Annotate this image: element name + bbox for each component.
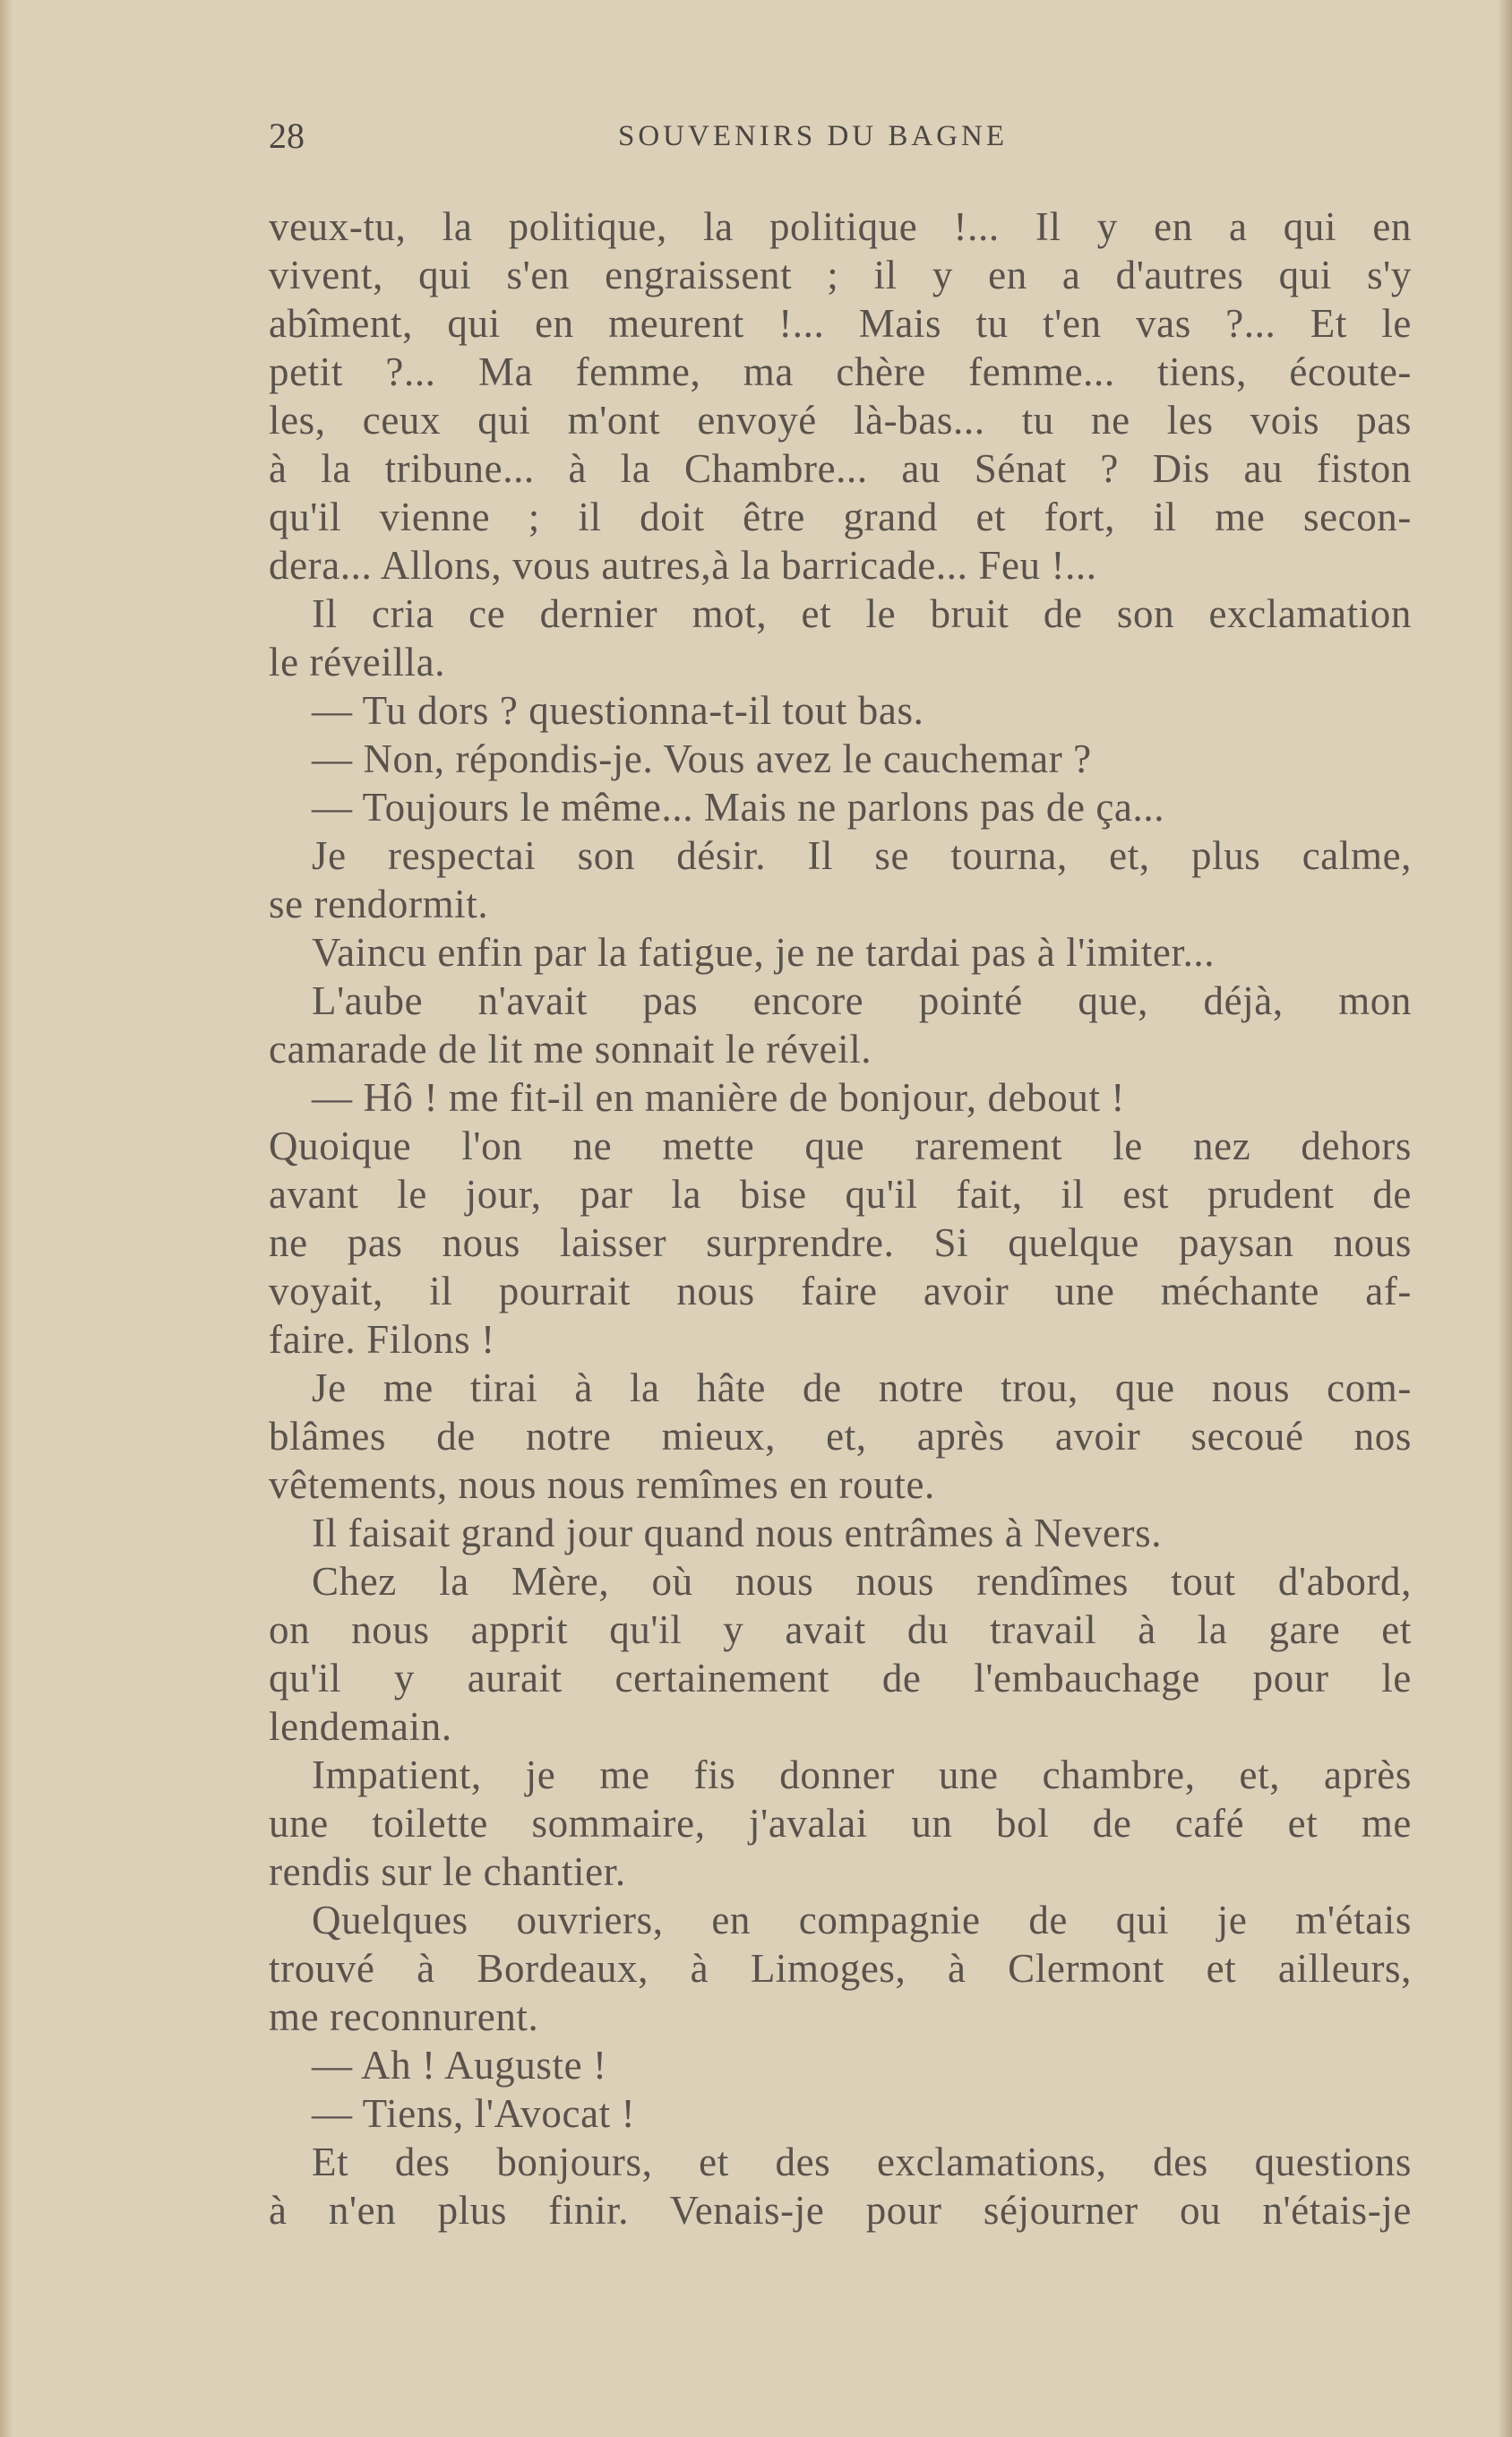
page-number: 28 (269, 116, 305, 156)
text-line: qu'il y aurait certainement de l'embauchage pour le (269, 1656, 1412, 1701)
text-line: petit ?... Ma femme, ma chère femme... tiens, écoute- (269, 349, 1412, 394)
text-line: Je me tirai à la hâte de notre trou, que nous com- (312, 1365, 1412, 1410)
text-line: le réveilla. (269, 640, 446, 685)
text-line: se rendormit. (269, 882, 489, 926)
text-line: qu'il vienne ; il doit être grand et fort, il me secon- (269, 495, 1412, 539)
text-line: — Ah ! Auguste ! (312, 2043, 607, 2088)
text-line: lendemain. (269, 1704, 452, 1749)
text-line: Vaincu enfin par la fatigue, je ne tardai pas à l'imiter... (312, 930, 1216, 975)
text-line: voyait, il pourrait nous faire avoir une méchante af- (269, 1269, 1412, 1313)
text-line: Quelques ouvriers, en compagnie de qui je m'étais (312, 1898, 1412, 1942)
body-text (269, 202, 1412, 2235)
text-line: vêtements, nous nous remîmes en route. (269, 1462, 935, 1507)
text-line: rendis sur le chantier. (269, 1849, 626, 1894)
text-line: faire. Filons ! (269, 1317, 495, 1362)
text-line: à n'en plus finir. Venais-je pour séjourner ou n'étais-je (269, 2188, 1412, 2233)
text-line: trouvé à Bordeaux, à Limoges, à Clermont et ailleurs, (269, 1946, 1412, 1991)
text-line: — Tiens, l'Avocat ! (312, 2091, 636, 2136)
text-line: ne pas nous laisser surprendre. Si quelque paysan nous (269, 1220, 1412, 1265)
page-header (269, 115, 1412, 168)
text-line: Il faisait grand jour quand nous entrâmes à Nevers. (312, 1511, 1163, 1555)
text-line: veux-tu, la politique, la politique !... Il y en a qui en (269, 204, 1412, 249)
page-edge-right (1498, 0, 1512, 2437)
text-line: — Hô ! me fit-il en manière de bonjour, debout ! (312, 1075, 1125, 1120)
text-line: à la tribune... à la Chambre... au Sénat ? Dis au fiston (269, 446, 1412, 491)
text-line: — Toujours le même... Mais ne parlons pas de ça... (312, 785, 1165, 830)
text-line: abîment, qui en meurent !... Mais tu t'en vas ?... Et le (269, 301, 1412, 346)
text-line: les, ceux qui m'ont envoyé là-bas... tu ne les vois pas (269, 398, 1412, 443)
text-line: blâmes de notre mieux, et, après avoir secoué nos (269, 1414, 1412, 1459)
text-line: Chez la Mère, où nous nous rendîmes tout d'abord, (312, 1559, 1412, 1604)
text-line: une toilette sommaire, j'avalai un bol de café et me (269, 1801, 1412, 1846)
text-line: — Non, répondis-je. Vous avez le cauchemar ? (312, 736, 1092, 781)
text-line: Quoique l'on ne mette que rarement le nez dehors (269, 1124, 1412, 1168)
text-line: — Tu dors ? questionna-t-il tout bas. (312, 688, 924, 733)
text-line: Impatient, je me fis donner une chambre, et, après (312, 1752, 1412, 1797)
text-line: L'aube n'avait pas encore pointé que, déjà, mon (312, 978, 1412, 1023)
text-line: vivent, qui s'en engraissent ; il y en a d'autres qui s'y (269, 253, 1412, 297)
page-edge-left (0, 0, 13, 2437)
text-line: me reconnurent. (269, 1994, 539, 2039)
text-line: camarade de lit me sonnait le réveil. (269, 1027, 872, 1072)
running-title: SOUVENIRS DU BAGNE (618, 120, 1009, 152)
text-line: Il cria ce dernier mot, et le bruit de son exclamation (312, 591, 1412, 636)
text-line: dera... Allons, vous autres,à la barricade... Feu !... (269, 543, 1097, 588)
text-line: Je respectai son désir. Il se tourna, et, plus calme, (312, 833, 1412, 878)
text-line: avant le jour, par la bise qu'il fait, il est prudent de (269, 1172, 1412, 1217)
text-line: Et des bonjours, et des exclamations, des questions (312, 2140, 1412, 2184)
text-line: on nous apprit qu'il y avait du travail à la gare et (269, 1607, 1412, 1652)
